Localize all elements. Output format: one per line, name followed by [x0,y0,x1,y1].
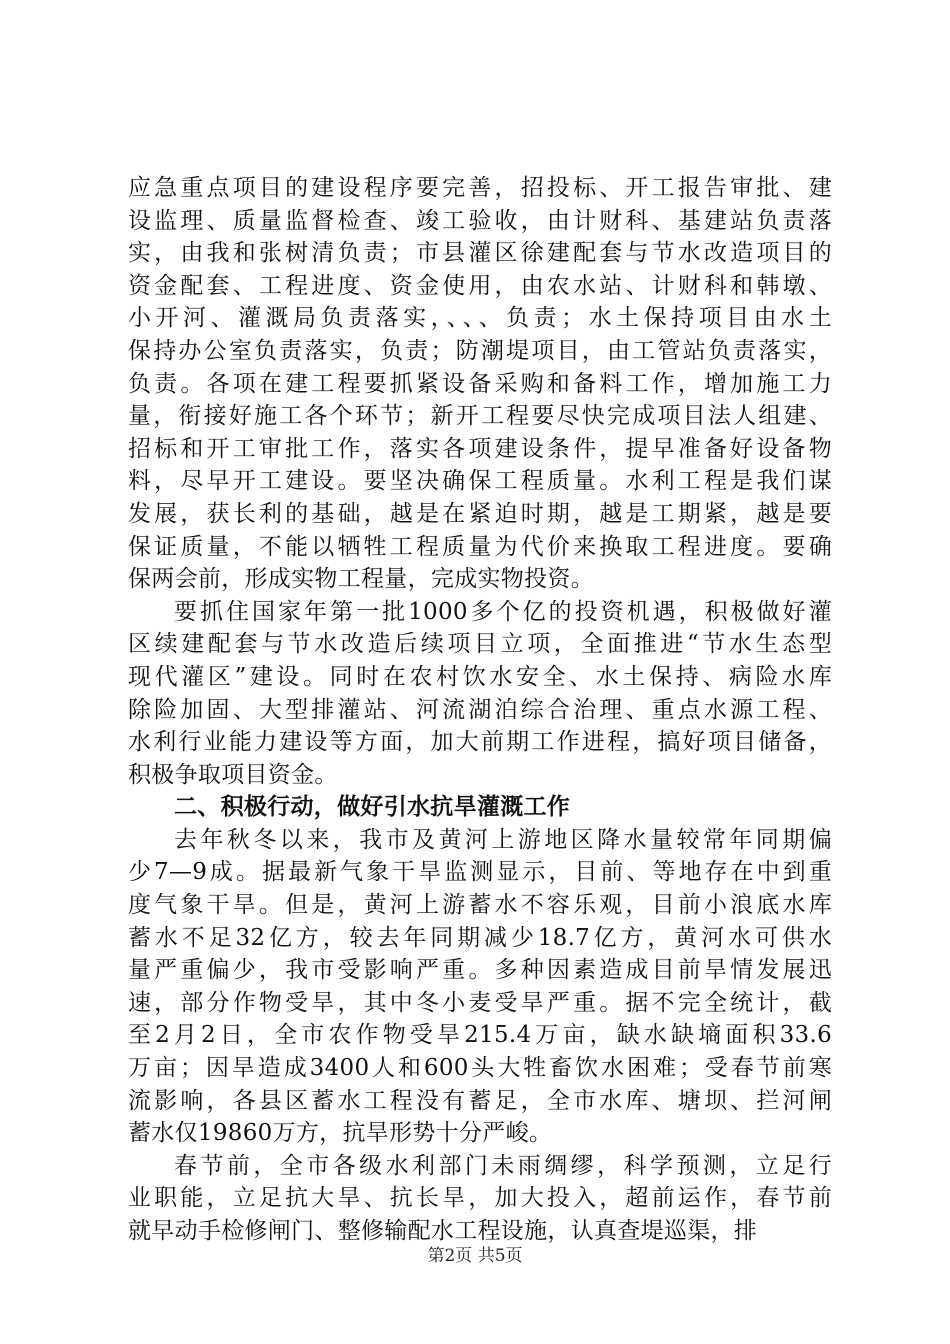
text-line: 要抓住国家年第一批1000多个亿的投资机遇，积极做好灌 [174,598,832,625]
text-line: 保持办公室负责落实，负责；防潮堤项目，由工管站负责落实， [128,337,832,364]
text-line: 量，衔接好施工各个环节；新开工程要尽快完成项目法人组建、 [128,403,832,430]
text-line: 就早动手检修闸门、整修输配水工程设施，认真查堤巡渠，排 [128,1218,758,1244]
text-line: 设监理、质量监督检查、竣工验收，由计财科、基建站负责落 [128,207,832,234]
text-line: 积极争取项目资金。 [128,761,338,788]
page-footer: 第2页 共5页 [427,1246,523,1266]
paragraph [128,824,832,1150]
text-line: 保两会前，形成实物工程量，完成实物投资。 [128,566,594,593]
text-line: 水利行业能力建设等方面，加大前期工作进程，搞好项目储备， [128,729,832,756]
text-line: 去年秋冬以来，我市及黄河上游地区降水量较常年同期偏 [174,826,832,853]
text-line: 量严重偏少，我市受影响严重。多种因素造成目前旱情发展迅 [128,957,832,984]
text-line: 小开河、灌溉局负责落实，、、、负责；水土保持项目由水土 [128,305,832,332]
text-line: 蓄水不足32亿方，较去年同期减少18.7亿方，黄河水可供水 [128,924,832,951]
text-line: 招标和开工审批工作，落实各项建设条件，提早准备好设备物 [128,435,832,462]
text-line: 至2月2日，全市农作物受旱215.4万亩，缺水缺墒面积33.6 [128,1022,832,1049]
text-line: 料，尽早开工建设。要坚决确保工程质量。水利工程是我们谋 [128,468,832,495]
text-line: 蓄水仅19860万方，抗旱形势十分严峻。 [128,1120,553,1147]
text-line: 春节前，全市各级水利部门未雨绸缪，科学预测，立足行 [174,1152,832,1179]
text-line: 现代灌区”建设。同时在农村饮水安全、水土保持、病险水库 [128,663,832,690]
text-line: 度气象干旱。但是，黄河上游蓄水不容乐观，目前小浪底水库 [128,892,832,919]
text-line: 资金配套、工程进度、资金使用，由农水站、计财科和韩墩、 [128,272,832,299]
paragraph [128,1150,832,1248]
text-line: 保证质量，不能以牺牲工程质量为代价来换取工程进度。要确 [128,533,832,560]
text-line: 流影响，各县区蓄水工程没有蓄足，全市水库、塘坝、拦河闸 [128,1087,832,1114]
text-line: 万亩；因旱造成3400人和600头大牲畜饮水困难；受春节前寒 [128,1055,832,1082]
text-line: 发展，获长利的基础，越是在紧迫时期，越是工期紧，越是要 [128,500,832,527]
text-line: 负责。各项在建工程要抓紧设备采购和备料工作，增加施工力 [128,370,832,397]
text-line: 除险加固、大型排灌站、河流湖泊综合治理、重点水源工程、 [128,696,832,723]
paragraph [128,596,832,792]
text-line: 业职能，立足抗大旱、抗长旱，加大投入，超前运作，春节前 [128,1185,832,1212]
paragraph [128,172,832,596]
section-heading: 二、积极行动，做好引水抗旱灌溉工作 [174,793,571,821]
text-line: 应急重点项目的建设程序要完善，招投标、开工报告审批、建 [128,175,832,201]
text-line: 少7—9成。据最新气象干旱监测显示，目前、等地存在中到重 [128,859,832,886]
text-line: 实，由我和张树清负责；市县灌区徐建配套与节水改造项目的 [128,240,832,267]
text-line: 速，部分作物受旱，其中冬小麦受旱严重。据不完全统计，截 [128,989,832,1016]
document-body [128,172,832,1248]
text-line: 区续建配套与节水改造后续项目立项，全面推进“节水生态型 [128,631,832,658]
